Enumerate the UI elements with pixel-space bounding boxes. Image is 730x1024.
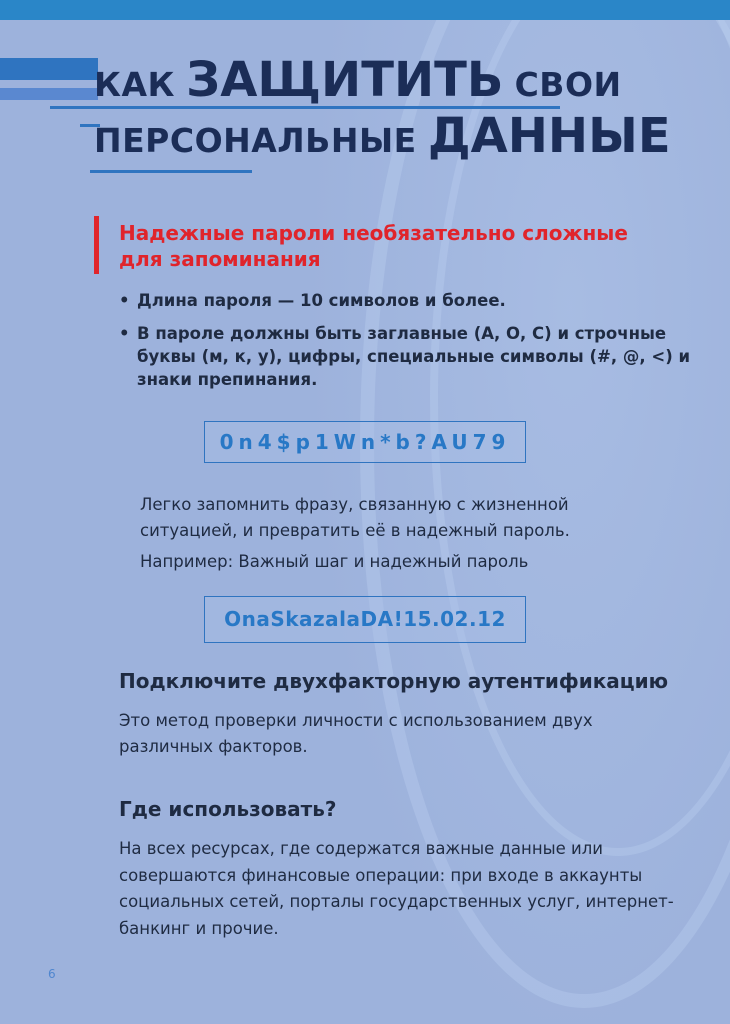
title-deco-bar xyxy=(0,88,98,100)
title-word-emphasis: ДАННЫЕ xyxy=(427,108,671,164)
title-word: ПЕРСОНАЛЬНЫЕ xyxy=(94,121,417,160)
password-rules-list xyxy=(119,289,699,401)
list-item: • Длина пароля — 10 символов и более. xyxy=(119,289,699,312)
title-deco-line xyxy=(90,170,252,173)
title-word: КАК xyxy=(94,65,175,104)
title-line-2 xyxy=(94,108,671,168)
title-word-emphasis: ЗАЩИТИТЬ xyxy=(186,52,504,108)
page-title xyxy=(94,52,671,168)
section-heading: Надежные пароли необязательно сложные для запоминания xyxy=(119,221,628,271)
title-deco-bar xyxy=(0,58,98,80)
two-factor-heading: Подключите двухфакторную аутентификацию xyxy=(119,669,669,693)
top-band xyxy=(0,0,730,20)
password-example-box: 0n4$p1Wn*b?AU79 xyxy=(204,421,526,463)
list-item: • В пароле должны быть заглавные (А, О, С) и строчные буквы (м, к, у), цифры, специальные символы (#, @, <) и знаки препинания. xyxy=(119,322,699,391)
title-line-1 xyxy=(94,52,671,112)
two-factor-text: Это метод проверки личности с использованием двух различных факторов. xyxy=(119,711,593,756)
where-text: На всех ресурсах, где содержатся важные данные или совершаются финансовые операции: при входе в аккаунты социальных сетей, порталы государственных услуг, интернет-банкинг и прочие. xyxy=(119,839,674,938)
example-text: Например: Важный шаг и надежный пароль xyxy=(140,552,529,571)
where-heading: Где использовать? xyxy=(119,797,337,821)
tip-text: Легко запомнить фразу, связанную с жизненной ситуацией, и превратить её в надежный пароль. xyxy=(140,495,570,540)
page-number: 6 xyxy=(48,967,56,981)
section-marker xyxy=(94,216,99,274)
password-example-box: OnaSkazalaDA!15.02.12 xyxy=(204,596,526,643)
title-word: СВОИ xyxy=(514,65,622,104)
